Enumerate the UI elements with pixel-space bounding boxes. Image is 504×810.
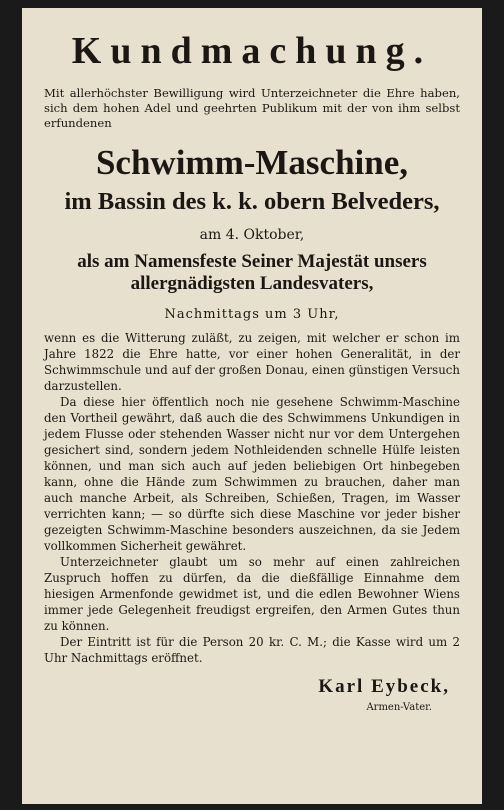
paragraph-admission: Der Eintritt ist für die Person 20 kr. C. M.; die Kasse wird um 2 Uhr Nachmittags eröffnet. [44,635,460,665]
intro-text: Mit allerhöchster Bewilligung wird Unterzeichneter die Ehre haben, sich dem hohen Adel und geehrten Publikum mit der von ihm selbst erfundenen [44,86,460,130]
headline-machine: Schwimm-Maschine, [95,143,409,182]
body-text [44,330,460,666]
date-line: am 4. Oktober, [199,227,305,243]
signature-name: Karl Eybeck, [318,676,450,697]
signature-block [44,676,460,713]
headline-location: im Bassin des k. k. obern Belveders, [64,188,440,215]
occasion-line: als am Namensfeste Seiner Majestät unsers allergnädigsten Landesvaters, [77,251,427,294]
signature-role: Armen-Vater. [366,702,432,713]
time-line: Nachmittags um 3 Uhr, [164,307,340,322]
paragraph-advantages: Da diese hier öffentlich noch nie gesehene Schwimm-Maschine den Vortheil gewährt, daß auch die des Schwimmens Unkundigen in jedem Flusse oder stehenden Wasser nicht nur vor dem Untergehen gesichert sind, sondern jedem Nothleidenden schnelle Hülfe leisten können, und man sich auch auf jeden beliebigen Ort hinbegeben kann, ohne die Hände zum Schwimmen zu brauchen, daher man auch manche Arbeit, als Schreiben, Schießen, Tragen, im Wasser verrichten kann; — so dürfte sich diese Maschine vor jeder bisher gezeigten Schwimm-Maschine besonders auszeichnen, da sie Jedem vollkommen Sicherheit gewähret. [44,395,460,553]
document-title: Kundmachung. [71,30,433,72]
paragraph-charity: Unterzeichneter glaubt um so mehr auf einen zahlreichen Zuspruch hoffen zu dürfen, da die dießfällige Einnahme dem hiesigen Armenfonde gewidmet ist, und die edlen Bewohner Wiens immer jede Gelegenheit freudigst ergreifen, den Armen Gutes thun zu können. [44,555,460,633]
paragraph-conditions: wenn es die Witterung zuläßt, zu zeigen, mit welcher er schon im Jahre 1822 die Ehre hatte, vor einer hohen Generalität, in der Schwimmschule und auf der großen Donau, einen günstigen Versuch darzustellen. [44,331,460,393]
poster-sheet [22,8,482,804]
